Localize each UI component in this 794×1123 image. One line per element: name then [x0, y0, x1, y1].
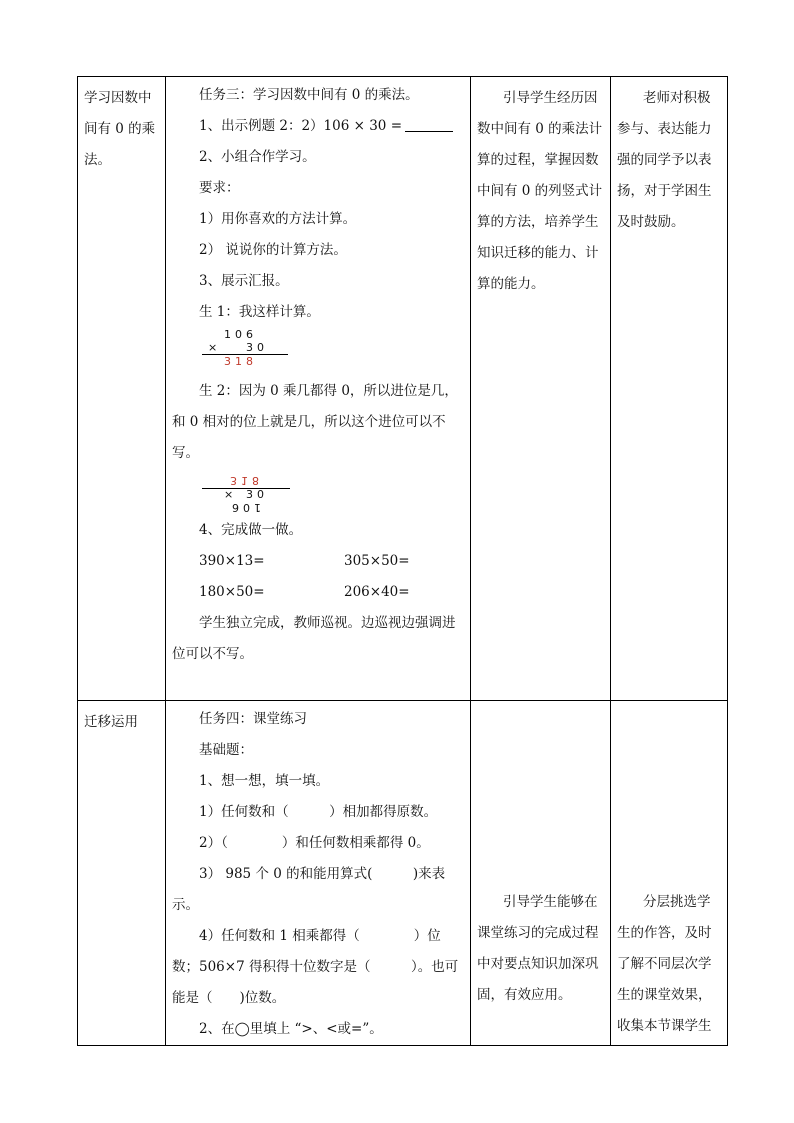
calc2-bottom: 106 [228, 501, 261, 514]
example-text: 1、出示例题 2：2）106 × 30 = [199, 118, 403, 134]
student-2: 生 2：因为 0 乘几都得 0，所以进位是几，和 0 相对的位上就是几，所以这个进位可以不写。 [172, 383, 458, 461]
evaluation-cell [611, 701, 728, 1046]
task-title: 任务四：课堂练习 [199, 711, 307, 727]
student-1: 生 1：我这样计算。 [199, 304, 320, 320]
stage-label: 学习因数中间有 0 的乘法。 [84, 90, 156, 168]
example-line [172, 111, 464, 142]
calc2-top: 318 [230, 474, 263, 487]
calc2-second: 30 [246, 488, 268, 501]
activity-cell [166, 701, 471, 1046]
lesson-plan-table [77, 76, 728, 1046]
answer-blank [405, 117, 453, 132]
evaluation-text: 分层挑选学生的作答，及时了解不同层次学生的课堂效果，收集本节课学生 [617, 894, 712, 1034]
exercise-item: 390×13= [199, 553, 265, 569]
calc1-top: 106 [224, 328, 257, 341]
question-1: 1、想一想，填一填。 [199, 773, 330, 789]
calc1-second: 30 [246, 341, 268, 354]
practice-title: 4、完成做一做。 [199, 522, 303, 538]
evaluation-cell [611, 77, 728, 701]
question-2: 2、在◯里填上 “>、<或=”。 [199, 1021, 383, 1037]
question-1-4: 4）任何数和 1 相乘都得（ ）位数；506×7 得积得十位数字是（ ）。也可能是（ )位数。 [172, 928, 459, 1006]
stage-cell [78, 77, 166, 701]
exercise-grid [172, 546, 464, 608]
design-intent-text: 引导学生经历因数中间有 0 的乘法计算的过程，掌握因数中间有 0 的列竖式计算的方法，培养学生知识迁移的能力、计算的能力。 [477, 90, 603, 292]
question-1-2: 2）（ ）和任何数相乘都得 0。 [199, 835, 430, 851]
activity-cell [166, 77, 471, 701]
teacher-note: 学生独立完成，教师巡视。边巡视边强调进位可以不写。 [172, 615, 456, 662]
show-report: 3、展示汇报。 [199, 273, 289, 289]
calc1-result: 318 [224, 355, 257, 368]
design-intent-cell [471, 77, 611, 701]
question-1-3: 3） 985 个 0 的和能用算式( )来表示。 [172, 866, 446, 913]
calc1-mult-sign: × [208, 341, 222, 354]
table-row [78, 701, 728, 1046]
evaluation-text: 老师对积极参与、表达能力强的同学予以表扬，对于学困生及时鼓励。 [617, 90, 712, 230]
vertical-calc-2 [172, 475, 464, 515]
exercise-item: 206×40= [344, 584, 410, 600]
table-row [78, 77, 728, 701]
exercise-item: 180×50= [199, 584, 265, 600]
vertical-calc-1 [172, 328, 464, 372]
design-intent-text: 引导学生能够在课堂练习的完成过程中对要点知识加深巩固，有效应用。 [477, 894, 599, 1003]
design-intent-cell [471, 701, 611, 1046]
basic-title: 基础题： [199, 742, 253, 758]
question-1-1: 1）任何数和（ ）相加都得原数。 [199, 804, 438, 820]
requirement-title: 要求： [199, 180, 240, 196]
group-study: 2、小组合作学习。 [199, 149, 316, 165]
calc2-mult-sign: × [224, 488, 238, 501]
stage-label: 迁移运用 [84, 714, 138, 730]
stage-cell [78, 701, 166, 1046]
requirement-2: 2） 说说你的计算方法。 [199, 242, 347, 258]
requirement-1: 1）用你喜欢的方法计算。 [199, 211, 357, 227]
task-title: 任务三：学习因数中间有 0 的乘法。 [199, 87, 419, 103]
exercise-item: 305×50= [344, 553, 410, 569]
